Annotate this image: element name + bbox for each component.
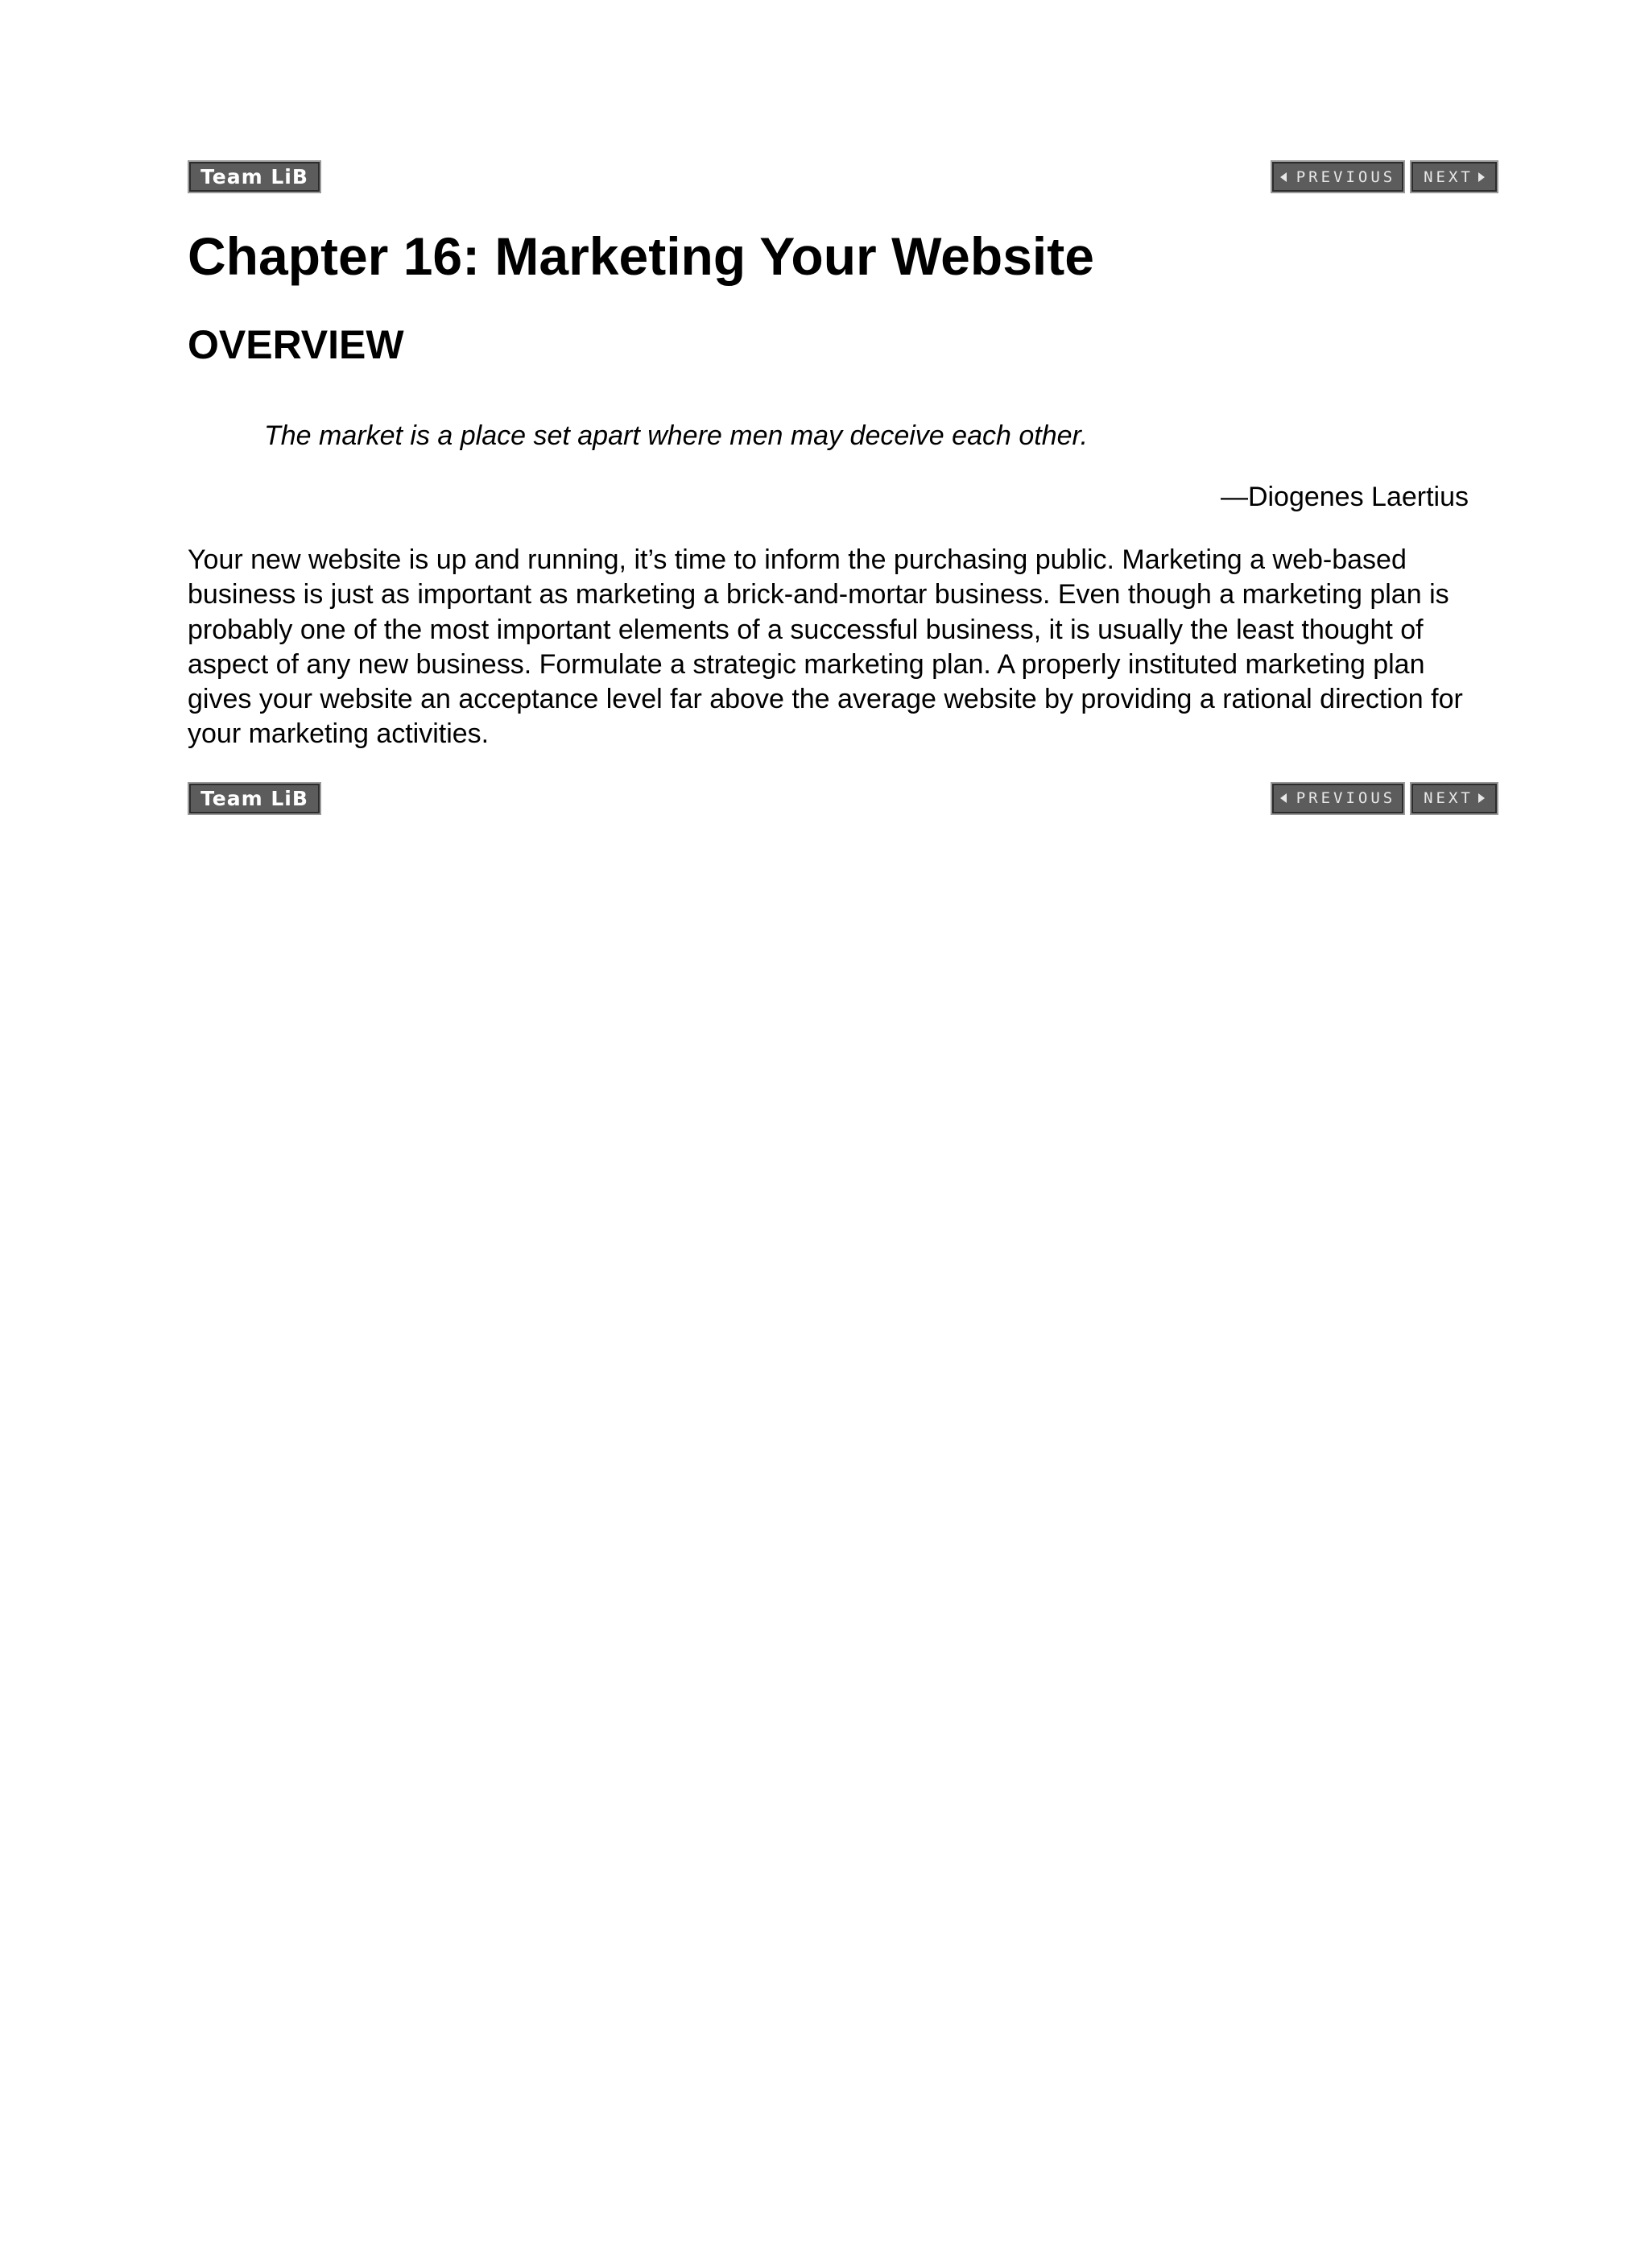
chevron-left-icon — [1280, 172, 1287, 182]
bottom-navigation — [188, 782, 1498, 815]
top-navigation — [188, 160, 1498, 193]
chapter-title: Chapter 16: Marketing Your Website — [188, 226, 1094, 286]
chevron-right-icon — [1478, 172, 1485, 182]
section-title: OVERVIEW — [188, 322, 404, 367]
body-paragraph: Your new website is up and running, it’s time to inform the purchasing public. Marketing a web-based business is just as important as marketing a brick-and-mortar business. Even though a marketing plan is probably one of the most important elements of a successful business, it is usually the least thought of aspect of any new business. Formulate a strategic marketing plan. A properly instituted marketing plan gives your website an acceptance level far above the average website by providing a rational direction for your marketing activities. — [188, 544, 1463, 750]
page-content — [188, 160, 1498, 815]
next-label: NEXT — [1424, 789, 1473, 808]
team-lib-label: Team LiB — [200, 165, 308, 188]
next-button[interactable] — [1410, 160, 1498, 193]
next-label: NEXT — [1424, 168, 1473, 186]
team-lib-label: Team LiB — [200, 786, 308, 810]
next-button[interactable] — [1410, 782, 1498, 815]
epigraph-attribution: —Diogenes Laertius — [1220, 482, 1469, 512]
chevron-left-icon — [1280, 793, 1287, 803]
team-lib-button[interactable] — [188, 160, 321, 193]
chevron-right-icon — [1478, 793, 1485, 803]
previous-button[interactable] — [1271, 160, 1405, 193]
previous-label: PREVIOUS — [1296, 168, 1396, 186]
previous-label: PREVIOUS — [1296, 789, 1396, 808]
epigraph-quote: The market is a place set apart where men may deceive each other. — [264, 420, 1089, 451]
team-lib-button[interactable] — [188, 782, 321, 815]
previous-button[interactable] — [1271, 782, 1405, 815]
